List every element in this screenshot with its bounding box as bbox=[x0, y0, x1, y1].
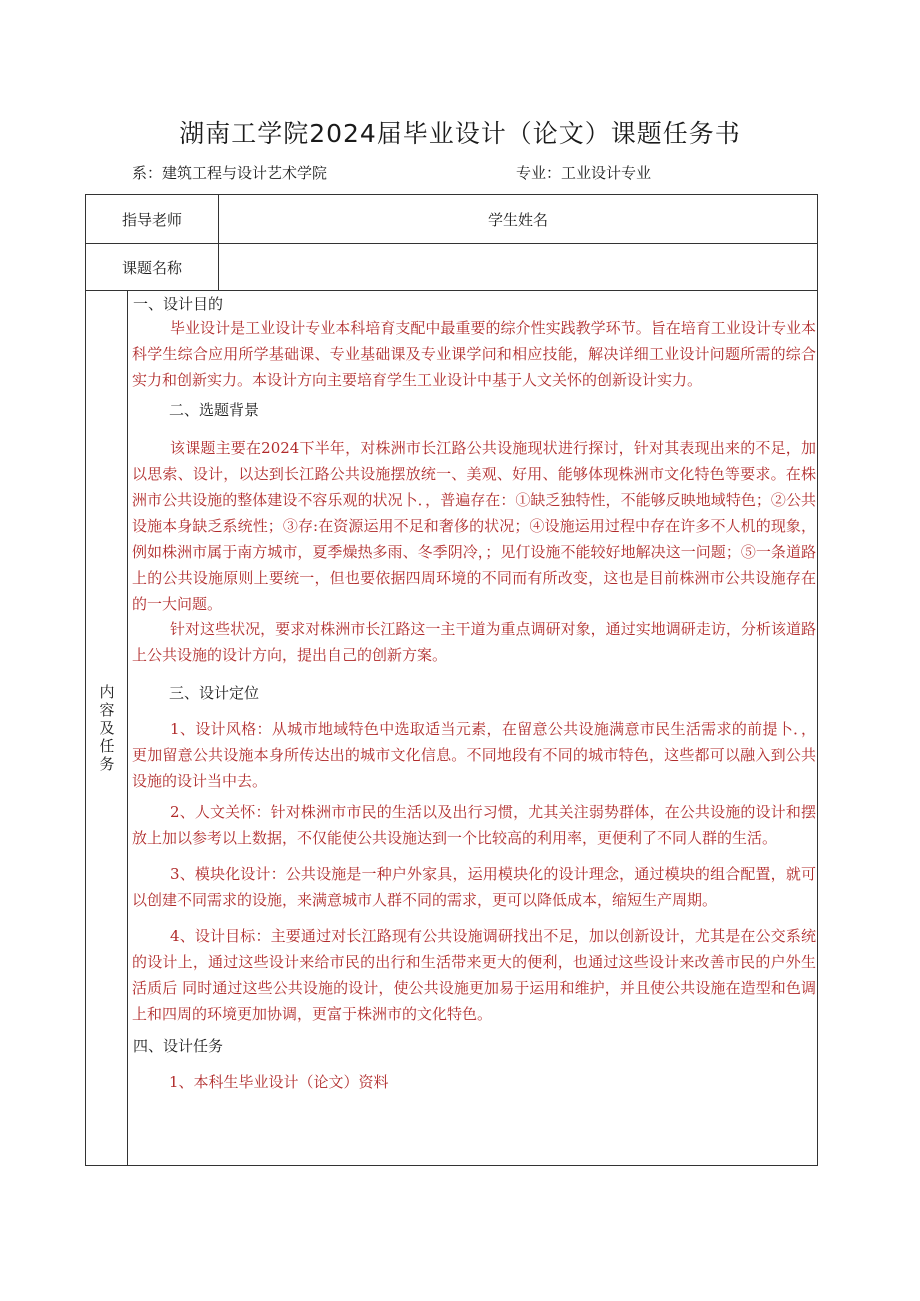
paragraph-positioning-4: 4、设计目标：主要通过对长江路现有公共设施调研找出不足，加以创新设计，尤其是在公交系统的设计上，通过这些设计来给市民的出行和生活带来更大的便利，也通过这些设计来改善市民的户外生活质后 同时通过这些公共设施的设计，使公共设施更加易于运用和维护，并且使公共设施在造型和色调上和四周的环境更加协调，更富于株洲市的文化特色。 bbox=[132, 927, 816, 1023]
section-heading-positioning: 三、设计定位 bbox=[169, 684, 260, 702]
paragraph-background-1: 该课题主要在2024下半年，对株洲市长江路公共设施现状进行探讨，针对其表现出来的不足，加以思索、设计，以达到长江路公共设施摆放统一、美观、好用、能够体现株洲市文化特色等要求。在株洲市公共设施的整体建设不容乐观的状况卜．，普遍存在：①缺乏独特性，不能够反映地域特色；②公共设施本身缺乏系统性；③存:在资源运用不足和奢侈的状况；④设施运用过程中存在许多不人机的现象，例如株洲市属于南方城市，夏季燥热多雨、冬季阴冷，；见仃设施不能较好地解决这一问题；⑤一条道路上的公共设施原则上要统一，但也要依据四周环境的不同而有所改变，这也是目前株洲市公共设施存在的一大问题。 bbox=[132, 439, 816, 613]
paragraph-background-2: 针对这些状况，要求对株洲市长江路这一主干道为重点调研对象，通过实地调研走访，分析该道路上公共设施的设计方向，提出自己的创新方案。 bbox=[132, 620, 816, 664]
major-label: 专业：工业设计专业 bbox=[516, 164, 652, 182]
section-heading-purpose: 一、设计目的 bbox=[133, 295, 224, 313]
paragraph-positioning-3: 3、模块化设计：公共设施是一种户外家具，运用模块化的设计理念，通过模块的组合配置，就可以创建不同需求的设施，来满意城市人群不同的需求，更可以降低成本，缩短生产周期。 bbox=[132, 865, 816, 909]
content-cell bbox=[129, 291, 817, 1165]
advisor-label: 指导老师 bbox=[86, 195, 219, 243]
paragraph-positioning-1: 1、设计风格：从城市地域特色中选取适当元素，在留意公共设施满意市民生活需求的前提卜．，更加留意公共设施本身所传达出的城市文化信息。不同地段有不同的城市特色，这些都可以融入到公共设施的设计当中去。 bbox=[132, 720, 816, 790]
table-row-topic bbox=[86, 244, 817, 291]
task-table bbox=[85, 194, 818, 1166]
department-label: 系：建筑工程与设计艺术学院 bbox=[132, 164, 328, 182]
paragraph-positioning-2: 2、人文关怀：针对株洲市市民的生活以及出行习惯，尤其关注弱势群体，在公共设施的设计和摆放上加以参考以上数据，不仅能使公共设施达到一个比较高的利用率，更便利了不同人群的生活。 bbox=[132, 803, 816, 847]
section-heading-tasks: 四、设计任务 bbox=[133, 1037, 224, 1055]
topic-label: 课题名称 bbox=[86, 244, 219, 290]
paragraph-purpose: 毕业设计是工业设计专业本科培育支配中最重要的综介性实践教学环节。旨在培育工业设计专业本科学生综合应用所学基础课、专业基础课及专业课学问和相应技能，解决详细工业设计问题所需的综合实力和创新实力。本设计方向主要培育学生工业设计中基于人文关怀的创新设计实力。 bbox=[132, 319, 816, 389]
table-row-advisor bbox=[86, 195, 817, 244]
page-title: 湖南工学院2024届毕业设计（论文）课题任务书 bbox=[179, 119, 741, 148]
topic-value-cell[interactable] bbox=[219, 244, 817, 290]
student-name-label: 学生姓名 bbox=[487, 210, 548, 229]
content-side-cell bbox=[86, 291, 128, 1165]
section-heading-background: 二、选题背景 bbox=[169, 401, 260, 419]
content-label: 内容及任务 bbox=[99, 683, 115, 773]
task-item-1: 1、本科生毕业设计（论文）资料 bbox=[169, 1073, 389, 1091]
